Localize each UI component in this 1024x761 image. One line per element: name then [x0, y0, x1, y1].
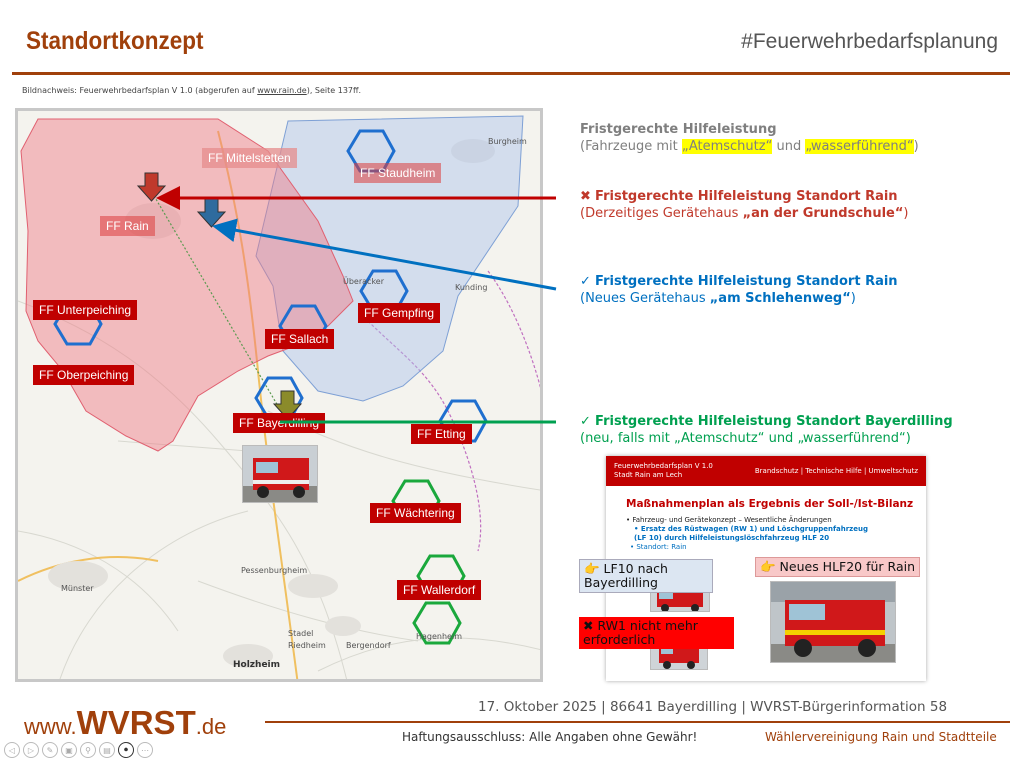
- cross-icon: ✖: [580, 189, 591, 204]
- station-gempfing: FF Gempfing: [358, 303, 440, 323]
- more-options-icon[interactable]: ⋯: [137, 742, 153, 758]
- station-unterpeiching: FF Unterpeiching: [33, 300, 137, 320]
- place-hagenheim: Hagenheim: [416, 632, 462, 641]
- zoom-icon[interactable]: ⚲: [80, 742, 96, 758]
- place-burgheim: Burgheim: [488, 137, 527, 146]
- prev-slide-icon[interactable]: ◁: [4, 742, 20, 758]
- check-icon: ✓: [580, 414, 591, 429]
- thumb-title: Maßnahmenplan als Ergebnis der Soll-/Ist-Bilanz: [626, 498, 914, 510]
- station-wallerdorf: FF Wallerdorf: [397, 580, 481, 600]
- image-credit: Bildnachweis: Feuerwehrbedarfsplan V 1.0 (abgerufen auf www.rain.de), Seite 137ff.: [22, 86, 362, 95]
- info-block-1: Fristgerechte Hilfeleistung (Fahrzeuge mit „Atemschutz“ und „wasserführend“): [580, 122, 919, 154]
- info-block-3: ✓ Fristgerechte Hilfeleistung Standort Rain (Neues Gerätehaus „am Schlehenweg“): [580, 274, 898, 306]
- place-riedheim: Riedheim: [288, 641, 326, 650]
- station-mittelstetten: FF Mittelstetten: [202, 148, 297, 168]
- place-holzheim: Holzheim: [233, 660, 281, 670]
- station-etting: FF Etting: [411, 424, 472, 444]
- station-oberpeiching: FF Oberpeiching: [33, 365, 134, 385]
- pen-icon[interactable]: ✎: [42, 742, 58, 758]
- check-icon: ✓: [580, 274, 591, 289]
- station-bayerdilling: FF Bayerdilling: [233, 413, 325, 433]
- place-stadel: Stadel: [288, 629, 314, 638]
- disclaimer: Haftungsausschluss: Alle Angaben ohne Gewähr!: [402, 730, 698, 744]
- next-slide-icon[interactable]: ▷: [23, 742, 39, 758]
- callout-lf10: 👉 LF10 nach Bayerdilling: [579, 559, 713, 593]
- station-staudheim: FF Staudheim: [354, 163, 441, 183]
- place-ueberacker: Überacker: [343, 277, 385, 286]
- hlf20-photo: [770, 581, 896, 663]
- info-block-2: ✖ Fristgerechte Hilfeleistung Standort Rain (Derzeitiges Gerätehaus „an der Grundschule“): [580, 189, 909, 221]
- camera-icon[interactable]: ⏺: [118, 742, 134, 758]
- presentation-nav: [4, 742, 153, 760]
- footer-info: 17. Oktober 2025 | 86641 Bayerdilling | WVRST-Bürgerinformation 58: [478, 699, 948, 715]
- subtitles-icon[interactable]: ▤: [99, 742, 115, 758]
- hashtag-label: #Feuerwehrbedarfsplanung: [741, 30, 998, 53]
- thumb-header: Feuerwehrbedarfsplan V 1.0 Stadt Rain am Lech Brandschutz | Technische Hilfe | Umweltschutz: [606, 456, 926, 486]
- station-rain: FF Rain: [100, 216, 155, 236]
- station-waechtering: FF Wächtering: [370, 503, 461, 523]
- page-title: Standortkonzept: [26, 27, 204, 55]
- place-pessenburgheim: Pessenburgheim: [241, 566, 308, 575]
- place-kunding: Kunding: [455, 283, 488, 292]
- station-sallach: FF Sallach: [265, 329, 334, 349]
- callout-hlf20: 👉 Neues HLF20 für Rain: [755, 557, 920, 577]
- slides-overview-icon[interactable]: ▣: [61, 742, 77, 758]
- organization-name: Wählervereinigung Rain und Stadtteile: [765, 730, 997, 744]
- info-block-4: ✓ Fristgerechte Hilfeleistung Standort Bayerdilling (neu, falls mit „Atemschutz“ und „wasserführend“): [580, 414, 953, 446]
- callout-rw1: ✖ RW1 nicht mehr erforderlich: [579, 617, 734, 649]
- credit-link[interactable]: www.rain.de: [257, 86, 307, 95]
- thumb-text: • Fahrzeug- und Gerätekonzept – Wesentliche Änderungen • Ersatz des Rüstwagen (RW 1) und Löschgruppenfahrzeug (LF 10) durch Hilfeleistungslöschfahrzeug HLF 20 • Standort: Rain: [626, 516, 868, 551]
- place-bergendorf: Bergendorf: [346, 641, 391, 650]
- wvrst-logo[interactable]: www.WVRST.de: [24, 704, 227, 741]
- footer-divider: [265, 721, 1010, 723]
- place-muenster: Münster: [61, 584, 94, 593]
